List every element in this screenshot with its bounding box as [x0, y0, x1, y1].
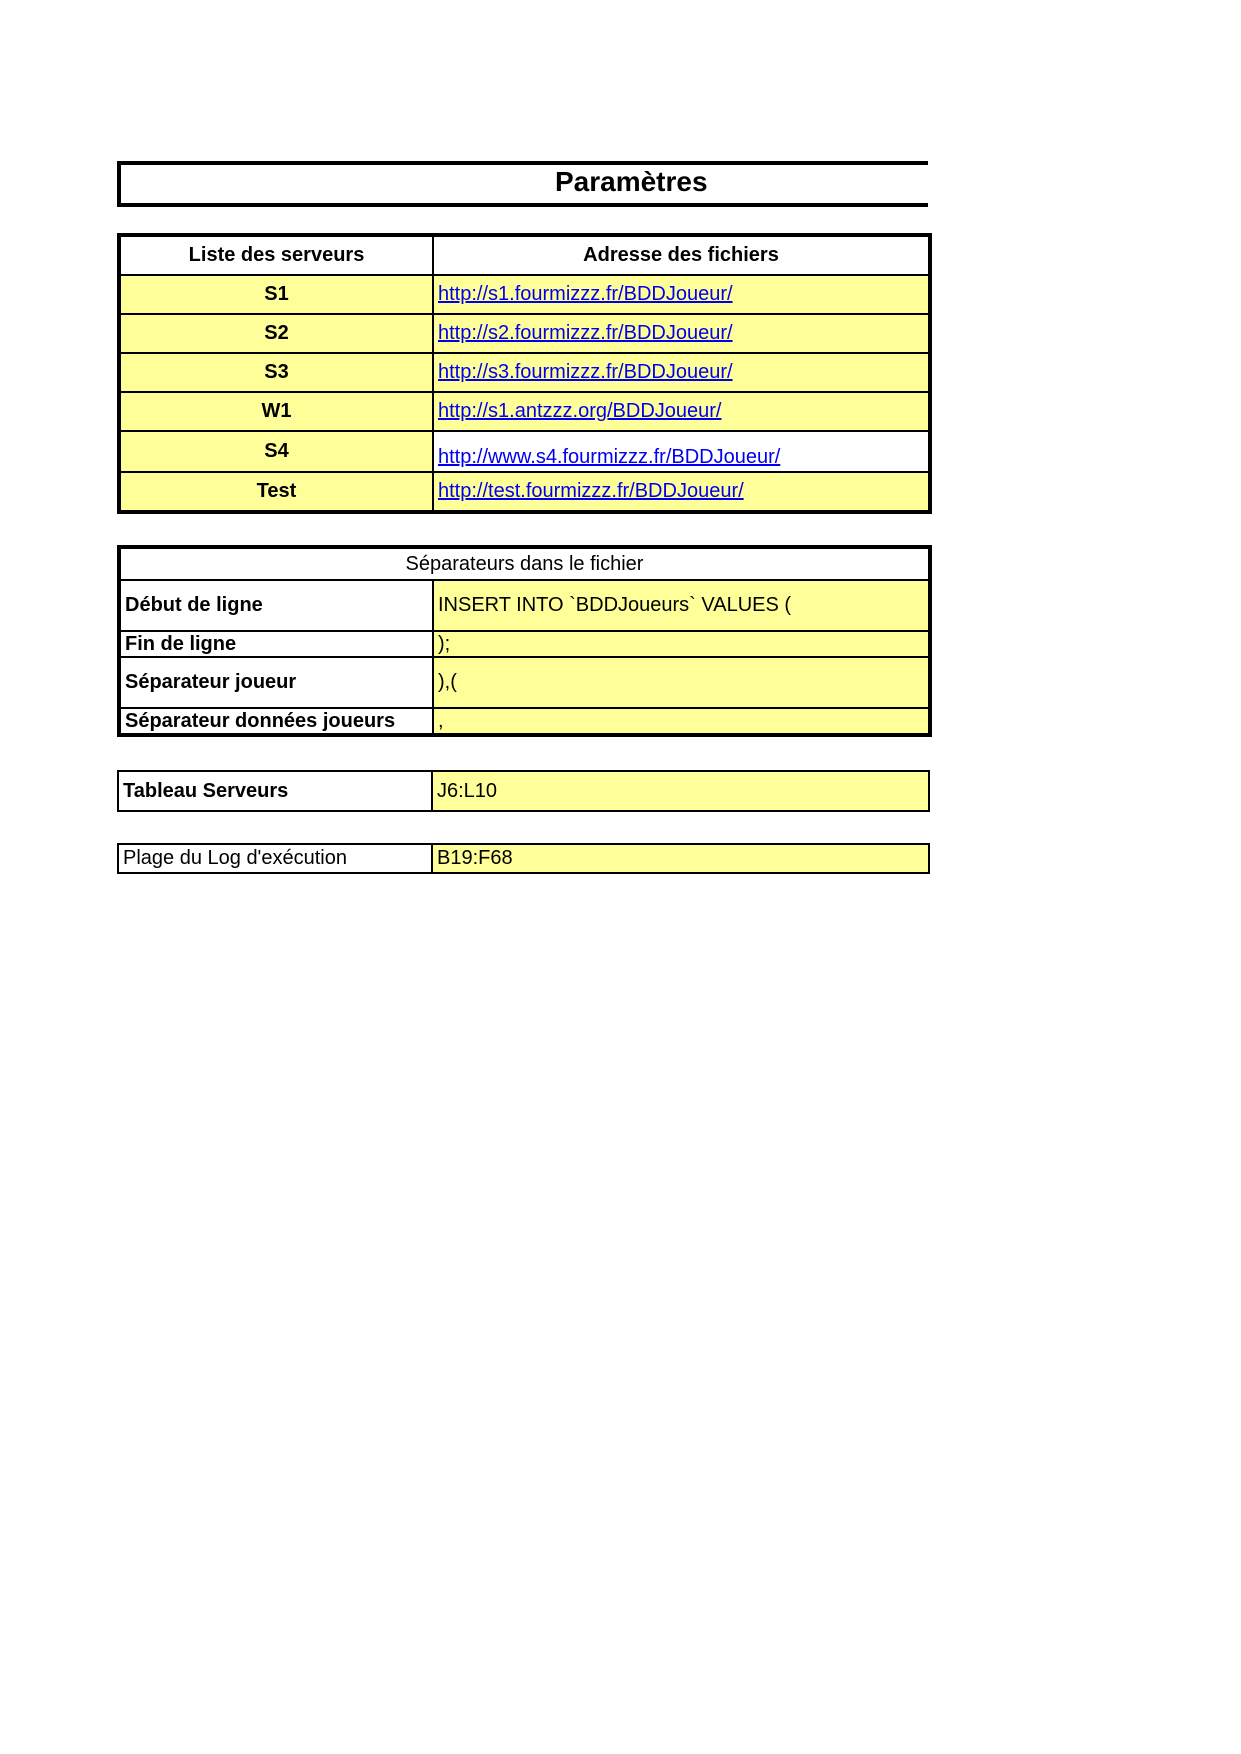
server-name[interactable]: S1	[119, 275, 433, 314]
server-url-link[interactable]: http://test.fourmizzz.fr/BDDJoueur/	[433, 472, 930, 512]
server-row	[119, 353, 930, 392]
servers-table	[117, 233, 932, 514]
separators-heading: Séparateurs dans le fichier	[119, 547, 930, 580]
servers-header-address: Adresse des fichiers	[433, 235, 930, 275]
server-row	[119, 314, 930, 353]
separators-heading-row	[119, 547, 930, 580]
separators-table	[117, 545, 932, 737]
server-table-range	[117, 770, 930, 812]
separator-row	[119, 657, 930, 708]
server-table-label: Tableau Serveurs	[118, 771, 432, 811]
servers-header-row	[119, 235, 930, 275]
server-name[interactable]: S2	[119, 314, 433, 353]
server-name[interactable]: Test	[119, 472, 433, 512]
separator-label: Début de ligne	[119, 580, 433, 631]
server-row	[119, 472, 930, 512]
server-name[interactable]: W1	[119, 392, 433, 431]
separator-value-cell[interactable]: INSERT INTO `BDDJoueurs` VALUES (	[433, 580, 930, 631]
separator-label: Séparateur données joueurs	[119, 708, 433, 735]
server-url-link[interactable]: http://www.s4.fourmizzz.fr/BDDJoueur/	[433, 431, 930, 472]
separator-label: Fin de ligne	[119, 631, 433, 657]
separator-value-cell[interactable]: ),(	[433, 657, 930, 708]
server-row	[119, 431, 930, 472]
separator-value-cell[interactable]: ,	[433, 708, 930, 735]
log-range-table	[117, 843, 930, 874]
servers-header-name: Liste des serveurs	[119, 235, 433, 275]
separator-row	[119, 708, 930, 735]
separator-row	[119, 631, 930, 657]
server-table-value-cell[interactable]: J6:L10	[432, 771, 929, 811]
log-range-label: Plage du Log d'exécution	[118, 844, 432, 873]
separator-value-cell[interactable]: );	[433, 631, 930, 657]
server-row	[119, 392, 930, 431]
server-table-row	[118, 771, 929, 811]
server-name[interactable]: S3	[119, 353, 433, 392]
separator-row	[119, 580, 930, 631]
server-row	[119, 275, 930, 314]
server-url-link[interactable]: http://s3.fourmizzz.fr/BDDJoueur/	[433, 353, 930, 392]
title-frame	[117, 161, 928, 207]
page-title: Paramètres	[555, 166, 708, 197]
server-url-link[interactable]: http://s2.fourmizzz.fr/BDDJoueur/	[433, 314, 930, 353]
server-url-link[interactable]: http://s1.fourmizzz.fr/BDDJoueur/	[433, 275, 930, 314]
log-range-row	[118, 844, 929, 873]
log-range-value-cell[interactable]: B19:F68	[432, 844, 929, 873]
separator-label: Séparateur joueur	[119, 657, 433, 708]
server-name[interactable]: S4	[119, 431, 433, 472]
server-url-link[interactable]: http://s1.antzzz.org/BDDJoueur/	[433, 392, 930, 431]
